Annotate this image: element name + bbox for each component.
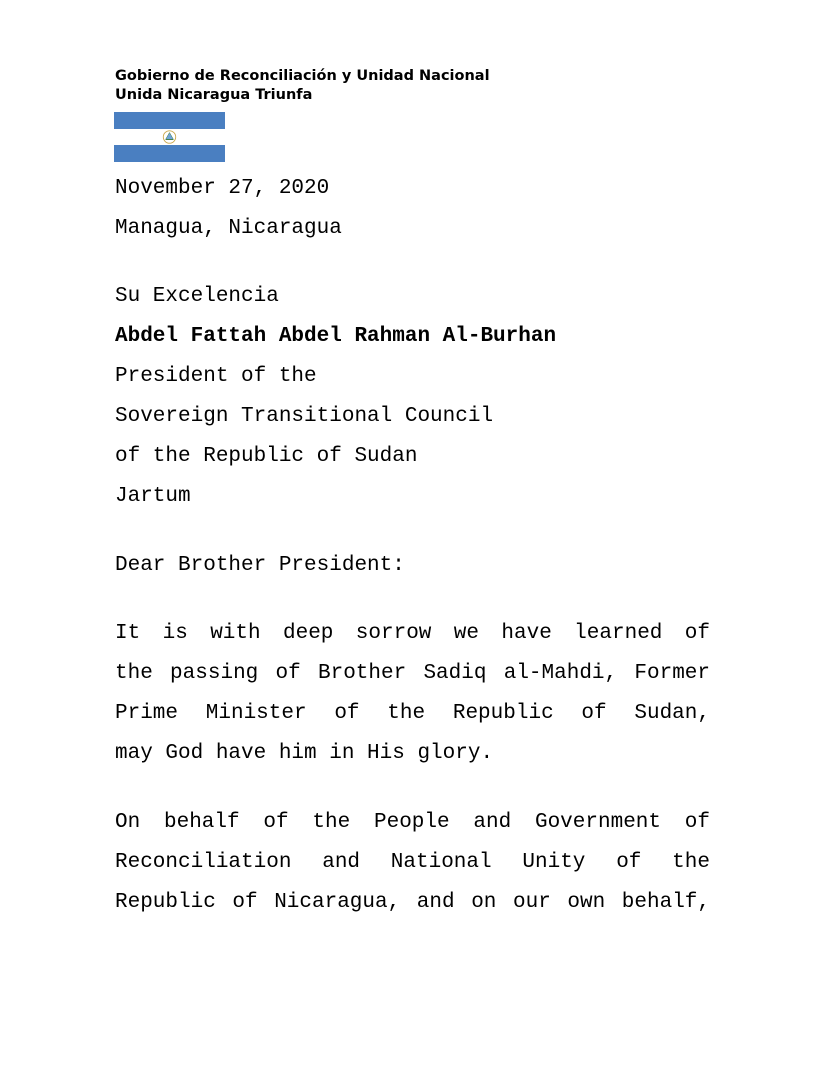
letterhead xyxy=(115,67,490,105)
greeting-block xyxy=(115,546,710,586)
paragraph-1-line-1: It is with deep sorrow we have learned of xyxy=(115,622,710,645)
paragraph-1-line-3: Prime Minister of the Republic of Sudan, xyxy=(115,702,710,725)
paragraph-1-line-2: the passing of Brother Sadiq al-Mahdi, Former xyxy=(115,662,710,685)
paragraph-2-line-2: Reconciliation and National Unity of the xyxy=(115,851,710,874)
recipient-city: Jartum xyxy=(115,485,191,508)
paragraph-2-line-1: On behalf of the People and Government of xyxy=(115,811,710,834)
letterhead-slogan: Unida Nicaragua Triunfa xyxy=(115,87,313,103)
paragraph-condolence xyxy=(115,614,710,774)
paragraph-1-line-4: may God have him in His glory. xyxy=(115,742,494,765)
letter-date: November 27, 2020 xyxy=(115,177,330,200)
date-place-block xyxy=(115,169,710,249)
recipient-title-line-2: Sovereign Transitional Council xyxy=(115,405,494,428)
recipient-title-line-3: of the Republic of Sudan xyxy=(115,445,418,468)
coat-of-arms-icon xyxy=(163,131,175,143)
recipient-block xyxy=(115,277,710,517)
recipient-title-line-1: President of the xyxy=(115,365,317,388)
nicaragua-flag-icon xyxy=(114,112,225,162)
paragraph-behalf xyxy=(115,803,710,923)
greeting: Dear Brother President: xyxy=(115,554,405,577)
recipient-salutation-title: Su Excelencia xyxy=(115,285,279,308)
recipient-name: Abdel Fattah Abdel Rahman Al-Burhan xyxy=(115,325,557,348)
letterhead-government-name: Gobierno de Reconciliación y Unidad Nacional xyxy=(115,68,490,84)
letter-place: Managua, Nicaragua xyxy=(115,217,342,240)
paragraph-2-line-3: Republic of Nicaragua, and on our own behalf, xyxy=(115,891,710,914)
